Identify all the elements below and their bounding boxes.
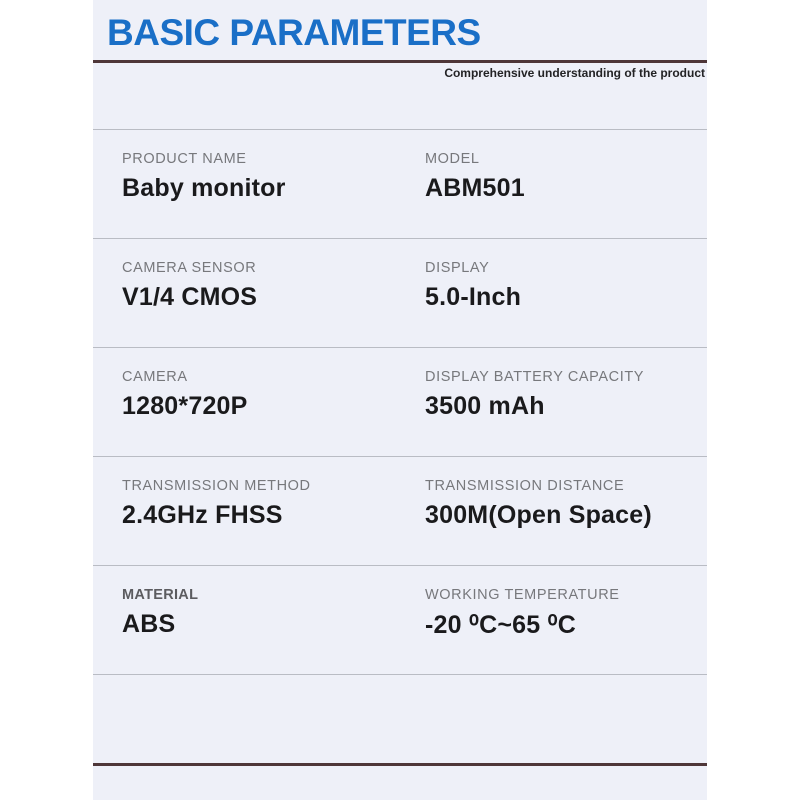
spec-value: 300M(Open Space) bbox=[425, 501, 652, 529]
spec-cell-model bbox=[425, 130, 707, 238]
spec-cell-camera bbox=[93, 348, 425, 456]
spec-row-sensor-display bbox=[93, 239, 707, 348]
spec-label: WORKING TEMPERATURE bbox=[425, 587, 620, 603]
spec-label: CAMERA bbox=[122, 369, 188, 385]
spec-label: CAMERA SENSOR bbox=[122, 260, 257, 276]
spec-label: MODEL bbox=[425, 151, 480, 167]
spec-row-material-temperature bbox=[93, 566, 707, 675]
spec-value: 1280*720P bbox=[122, 392, 248, 420]
spec-value: -20 ⁰C~65 ⁰C bbox=[425, 611, 576, 639]
spec-value: ABM501 bbox=[425, 174, 525, 202]
spec-label: DISPLAY BATTERY CAPACITY bbox=[425, 369, 645, 385]
spec-cell-display bbox=[425, 239, 707, 347]
spec-label: TRANSMISSION DISTANCE bbox=[425, 478, 625, 494]
spec-label: DISPLAY bbox=[425, 260, 490, 276]
spec-value: V1/4 CMOS bbox=[122, 283, 258, 311]
spec-cell-transmission-method bbox=[93, 457, 425, 565]
spec-cell-transmission-distance bbox=[425, 457, 707, 565]
spec-cell-working-temperature bbox=[425, 566, 707, 674]
spec-row-transmission bbox=[93, 457, 707, 566]
page-subtitle: Comprehensive understanding of the product bbox=[444, 66, 705, 80]
spec-label: MATERIAL bbox=[122, 587, 199, 603]
spec-row-camera-battery bbox=[93, 348, 707, 457]
header bbox=[93, 0, 707, 80]
spec-cell-product-name bbox=[93, 130, 425, 238]
spec-value: Baby monitor bbox=[122, 174, 286, 202]
spec-panel bbox=[93, 0, 707, 800]
spec-label: TRANSMISSION METHOD bbox=[122, 478, 311, 494]
spec-cell-camera-sensor bbox=[93, 239, 425, 347]
spec-value: 3500 mAh bbox=[425, 392, 545, 420]
spec-label: PRODUCT NAME bbox=[122, 151, 247, 167]
spec-cell-display-battery-capacity bbox=[425, 348, 707, 456]
bottom-divider-rule bbox=[93, 763, 707, 766]
spec-value: 5.0-Inch bbox=[425, 283, 522, 311]
spec-table bbox=[93, 129, 707, 675]
spec-value: 2.4GHz FHSS bbox=[122, 501, 283, 529]
page-title: BASIC PARAMETERS bbox=[107, 12, 481, 53]
spec-row-product-model bbox=[93, 130, 707, 239]
spec-value: ABS bbox=[122, 610, 176, 638]
spec-cell-material bbox=[93, 566, 425, 674]
